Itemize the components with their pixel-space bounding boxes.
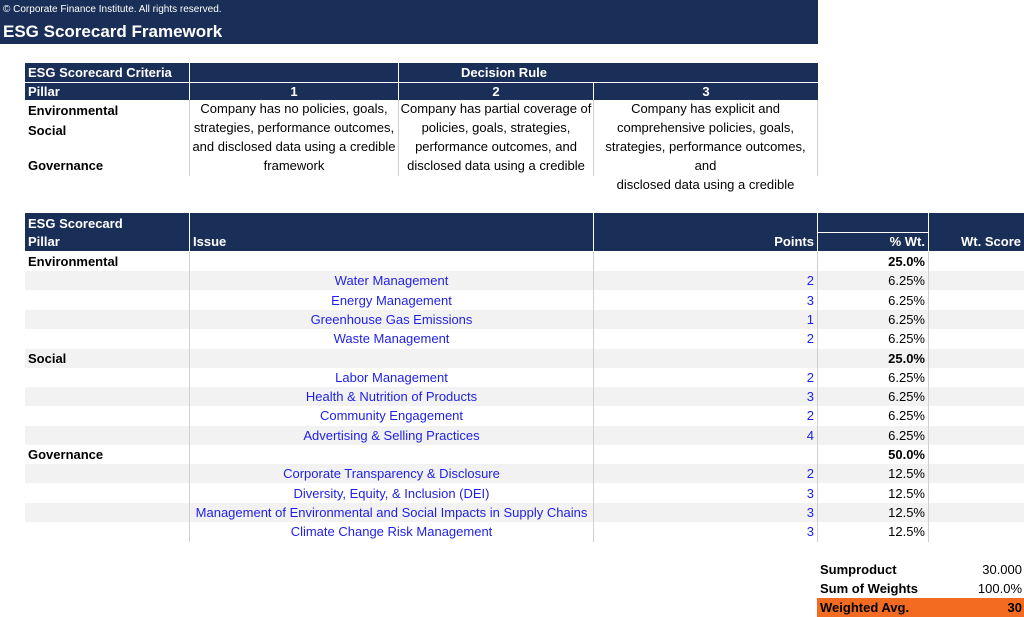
issue-cell[interactable]: Labor Management xyxy=(335,370,448,385)
pct-wt-cell[interactable]: 12.5% xyxy=(888,466,925,481)
criteria-pillar-environmental[interactable]: Environmental xyxy=(28,103,119,118)
criteria-pillar-social[interactable]: Social xyxy=(28,123,67,138)
pct-wt-cell[interactable]: 6.25% xyxy=(888,312,925,327)
pillar-cell[interactable]: Governance xyxy=(28,447,104,462)
scorecard-gridline xyxy=(593,252,594,542)
issue-header-label: Issue xyxy=(193,234,227,249)
pct-wt-header-label: % Wt. xyxy=(889,234,925,249)
points-cell[interactable]: 2 xyxy=(806,408,814,423)
pct-wt-cell[interactable]: 12.5% xyxy=(888,505,925,520)
points-cell[interactable]: 2 xyxy=(806,331,814,346)
page-title: ESG Scorecard Framework xyxy=(3,22,223,41)
header-divider xyxy=(593,213,594,251)
rule-col-2-label: 2 xyxy=(492,84,500,99)
scorecard-issue-header[interactable] xyxy=(190,213,593,251)
points-cell[interactable]: 2 xyxy=(806,273,814,288)
points-cell[interactable]: 2 xyxy=(806,370,814,385)
scorecard-gridline xyxy=(928,252,929,542)
pct-wt-cell[interactable]: 6.25% xyxy=(888,331,925,346)
rule-col-1-label: 1 xyxy=(290,84,298,99)
decision-rule-header-cell[interactable] xyxy=(190,63,818,82)
criteria-gridline xyxy=(817,100,818,176)
rule-3-line: comprehensive policies, goals, xyxy=(616,120,795,135)
rule-1-line: framework xyxy=(263,158,325,173)
criteria-pillar-governance[interactable]: Governance xyxy=(28,158,104,173)
rule-col-2-header[interactable] xyxy=(399,83,593,100)
issue-cell[interactable]: Energy Management xyxy=(331,293,452,308)
scorecard-header-line1: ESG Scorecard xyxy=(28,216,123,231)
pct-wt-cell[interactable]: 12.5% xyxy=(888,524,925,539)
points-cell[interactable]: 2 xyxy=(806,466,814,481)
pillar-cell[interactable]: Environmental xyxy=(28,254,119,269)
header-divider xyxy=(818,232,928,233)
header-divider xyxy=(593,83,594,100)
wt-score-header-label: Wt. Score xyxy=(961,234,1021,249)
rule-col-3-header[interactable] xyxy=(594,83,818,100)
issue-cell[interactable]: Corporate Transparency & Disclosure xyxy=(283,466,500,481)
weighted-avg-label: Weighted Avg. xyxy=(820,600,910,615)
rule-2-line: performance outcomes, and xyxy=(415,139,577,154)
rule-1-line: and disclosed data using a credible xyxy=(192,139,396,154)
issue-cell[interactable]: Advertising & Selling Practices xyxy=(303,428,480,443)
issue-cell[interactable]: Management of Environmental and Social Impacts in Supply Chains xyxy=(195,505,588,520)
scorecard-header-pillar: Pillar xyxy=(28,234,60,249)
pillar-cell[interactable]: Social xyxy=(28,351,67,366)
issue-cell[interactable]: Health & Nutrition of Products xyxy=(305,389,478,404)
points-cell[interactable]: 3 xyxy=(806,293,814,308)
rule-2-line: disclosed data using a credible xyxy=(407,158,585,173)
pct-wt-cell[interactable]: 6.25% xyxy=(888,408,925,423)
points-cell[interactable]: 3 xyxy=(806,486,814,501)
header-divider xyxy=(189,213,190,251)
points-cell[interactable]: 3 xyxy=(806,389,814,404)
copyright-text: © Corporate Finance Institute. All rights reserved. xyxy=(3,4,222,15)
sum-of-weights-value[interactable]: 100.0% xyxy=(977,581,1022,596)
points-cell[interactable]: 3 xyxy=(806,524,814,539)
criteria-header-cell[interactable] xyxy=(25,63,189,82)
rule-1-text[interactable] xyxy=(190,99,398,176)
pct-wt-cell[interactable]: 50.0% xyxy=(888,447,925,462)
rule-3-line: strategies, performance outcomes, and xyxy=(605,139,806,173)
scorecard-gridline xyxy=(189,252,190,542)
rule-col-1-header[interactable] xyxy=(190,83,398,100)
issue-cell[interactable]: Waste Management xyxy=(333,331,450,346)
points-cell[interactable]: 3 xyxy=(806,505,814,520)
issue-cell[interactable]: Diversity, Equity, & Inclusion (DEI) xyxy=(293,486,490,501)
points-cell[interactable]: 4 xyxy=(806,428,814,443)
pct-wt-cell[interactable]: 6.25% xyxy=(888,273,925,288)
issue-cell[interactable]: Water Management xyxy=(334,273,449,288)
header-divider xyxy=(928,213,929,251)
scorecard-pillar-header[interactable] xyxy=(25,213,189,251)
scorecard-wt-score-header[interactable] xyxy=(929,213,1024,251)
criteria-pillar-header-cell[interactable] xyxy=(25,83,189,100)
sumproduct-value[interactable]: 30.000 xyxy=(982,562,1022,577)
decision-rule-header-label: Decision Rule xyxy=(461,65,547,80)
rule-col-3-label: 3 xyxy=(702,84,710,99)
criteria-pillar-header-label: Pillar xyxy=(28,84,60,99)
points-header-label: Points xyxy=(774,234,814,249)
pct-wt-cell[interactable]: 6.25% xyxy=(888,428,925,443)
sum-of-weights-label: Sum of Weights xyxy=(820,581,918,596)
rule-2-text[interactable] xyxy=(399,99,593,176)
pct-wt-cell[interactable]: 6.25% xyxy=(888,293,925,308)
rule-3-text[interactable] xyxy=(594,99,817,192)
title-banner xyxy=(0,0,818,44)
sumproduct-label: Sumproduct xyxy=(820,562,897,577)
pct-wt-cell[interactable]: 25.0% xyxy=(888,351,925,366)
pct-wt-cell[interactable]: 6.25% xyxy=(888,370,925,385)
issue-cell[interactable]: Greenhouse Gas Emissions xyxy=(310,312,473,327)
rule-1-line: Company has no policies, goals, xyxy=(200,101,388,116)
rule-1-line: strategies, performance outcomes, xyxy=(193,120,395,135)
rule-3-line: disclosed data using a credible xyxy=(616,177,795,192)
scorecard-gridline xyxy=(817,252,818,542)
issue-cell[interactable]: Community Engagement xyxy=(319,408,464,423)
header-divider xyxy=(25,82,818,83)
pct-wt-cell[interactable]: 6.25% xyxy=(888,389,925,404)
pct-wt-cell[interactable]: 12.5% xyxy=(888,486,925,501)
rule-2-line: Company has partial coverage of xyxy=(400,101,592,116)
criteria-header-label: ESG Scorecard Criteria xyxy=(28,65,172,80)
issue-cell[interactable]: Climate Change Risk Management xyxy=(290,524,493,539)
pct-wt-cell[interactable]: 25.0% xyxy=(888,254,925,269)
rule-3-line: Company has explicit and xyxy=(631,101,780,116)
rule-2-line: policies, goals, strategies, xyxy=(421,120,571,135)
weighted-avg-value[interactable]: 30 xyxy=(1007,600,1022,615)
points-cell[interactable]: 1 xyxy=(806,312,814,327)
scorecard-points-header[interactable] xyxy=(594,213,817,251)
